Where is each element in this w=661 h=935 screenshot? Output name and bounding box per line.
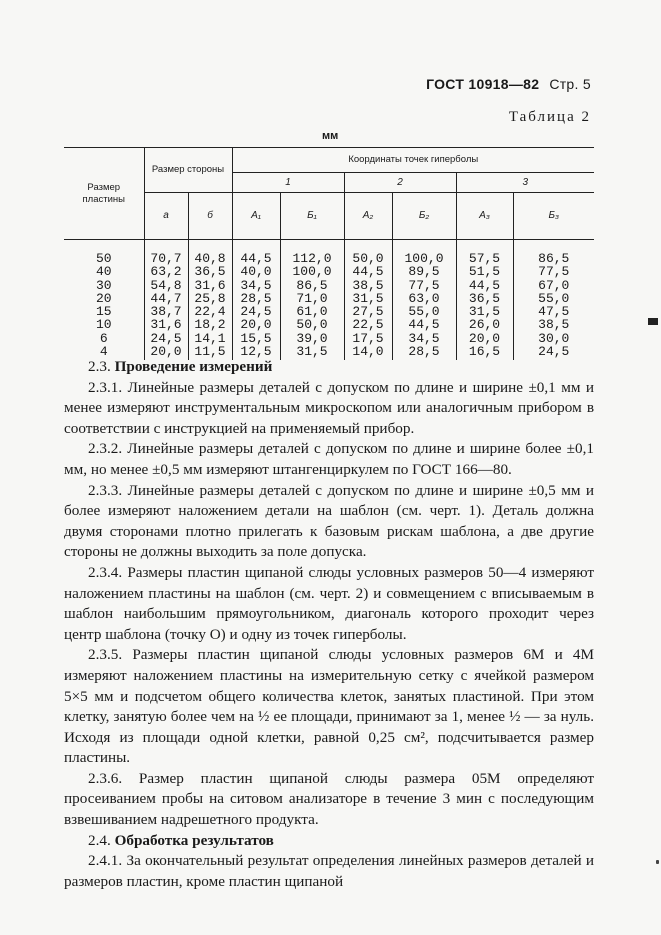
table-cell: 47,5 <box>513 305 594 318</box>
paragraph-2-3-2: 2.3.2. Линейные размеры деталей с допуском по длине и ширине более ±0,1 мм, но менее ±0,5 мм измеряют штангенциркулем по ГОСТ 166—80. <box>64 440 594 478</box>
table-row <box>64 305 594 318</box>
table-cell: 39,0 <box>280 332 344 345</box>
section-2-3-title: Проведение измерений <box>114 358 273 375</box>
table-cell: 30 <box>95 277 112 293</box>
table-cell: 86,5 <box>280 279 344 292</box>
section-2-4-number: 2.4. <box>88 831 111 849</box>
section-2-3-number: 2.3. <box>88 358 111 375</box>
table-cell: 55,0 <box>513 292 594 305</box>
table-cell: 15,5 <box>232 332 280 345</box>
header-group-3: 3 <box>456 173 594 193</box>
table-cell: 40,8 <box>188 252 232 265</box>
table-cell: 31,6 <box>188 279 232 292</box>
table-cell: 40,0 <box>232 265 280 278</box>
table-cell: 17,5 <box>344 332 392 345</box>
table-cell: 61,0 <box>280 305 344 318</box>
table-cell: 86,5 <box>513 252 594 265</box>
table-cell: 63,0 <box>392 292 456 305</box>
table-cell: 14,0 <box>344 345 392 358</box>
table-cell: 77,5 <box>392 279 456 292</box>
table-cell: 20 <box>95 290 112 306</box>
table-cell: 38,7 <box>144 305 188 318</box>
standard-number: ГОСТ 10918—82 <box>426 76 540 92</box>
table-cell: 34,5 <box>392 332 456 345</box>
table-cell: 31,5 <box>344 292 392 305</box>
table-row <box>64 265 594 278</box>
table-body <box>64 240 594 361</box>
header-col-a3: А₃ <box>456 193 513 240</box>
paragraph-2-3-3: 2.3.3. Линейные размеры деталей с допуском по длине и ширине ±0,5 мм и более измеряют наложением детали на шаблон (см. черт. 1). Деталь должна двумя сторонами плотно прилегать к базовым рискам шаблона, а две другие стороны не должны выходить за поле допуска. <box>64 481 594 561</box>
table-cell: 15 <box>95 304 112 320</box>
table-cell: 36,5 <box>456 292 513 305</box>
margin-mark <box>648 318 658 325</box>
table-cell: 71,0 <box>280 292 344 305</box>
table-cell: 26,0 <box>456 318 513 331</box>
table-cell: 51,5 <box>456 265 513 278</box>
table-cell: 31,5 <box>280 345 344 358</box>
table-cell: 89,5 <box>392 265 456 278</box>
table-cell: 67,0 <box>513 279 594 292</box>
table-cell: 10 <box>95 317 112 333</box>
table-cell: 16,5 <box>456 345 513 358</box>
table-cell: 24,5 <box>513 345 594 358</box>
table-row <box>64 332 594 345</box>
header-col-b1: Б₁ <box>280 193 344 240</box>
paragraph-2-3-4: 2.3.4. Размеры пластин щипаной слюды условных размеров 50—4 измеряют наложением пластины на шаблон (см. черт. 2) и совмещением с вписываемым в шаблон наибольшим прямоугольником, диагональ которого проходит через центр шаблона (точку О) и одну из точек гиперболы. <box>64 563 594 643</box>
document-body <box>64 357 594 892</box>
table-cell: 77,5 <box>513 265 594 278</box>
paragraph-2-3-6: 2.3.6. Размер пластин щипаной слюды размера 05М определяют просеиванием пробы на ситовом анализаторе в течение 3 мин с последующим взвешиванием надрешетного продукта. <box>64 769 594 829</box>
table-cell: 54,8 <box>144 279 188 292</box>
table-cell: 100,0 <box>280 265 344 278</box>
table-cell: 27,5 <box>344 305 392 318</box>
page-number: Стр. 5 <box>549 76 591 92</box>
table-cell: 57,5 <box>456 252 513 265</box>
table-cell: 4 <box>99 344 108 360</box>
table-row <box>64 318 594 331</box>
table-cell: 100,0 <box>392 252 456 265</box>
table-cell: 20,0 <box>456 332 513 345</box>
table-cell: 63,2 <box>144 265 188 278</box>
table-cell: 28,5 <box>232 292 280 305</box>
table-cell: 24,5 <box>144 332 188 345</box>
table-row <box>64 279 594 292</box>
table-row <box>64 252 594 265</box>
table-cell: 31,6 <box>144 318 188 331</box>
table-cell: 50,0 <box>344 252 392 265</box>
table-cell: 20,0 <box>232 318 280 331</box>
hyperbola-table <box>64 147 594 360</box>
header-col-b: б <box>188 193 232 240</box>
paragraph-2-3-5: 2.3.5. Размеры пластин щипаной слюды условных размеров 6М и 4М измеряют наложением пластины на измерительную сетку с ячейкой размером 5×5 мм и подсчетом общего количества клеток, занятых пластиной. При этом клетку, занятую более чем на ½ ее площади, принимают за 1, менее ½ — за нуль. Исходя из площади одной клетки, равной 0,25 см², подсчитывается размер пластины. <box>64 646 594 767</box>
table-cell: 38,5 <box>344 279 392 292</box>
table-cell: 44,5 <box>344 265 392 278</box>
header-group-1: 1 <box>232 173 344 193</box>
header-col-a: а <box>144 193 188 240</box>
header-size-side: Размер стороны <box>144 148 232 193</box>
table-cell: 11,5 <box>188 345 232 358</box>
table-cell: 25,8 <box>188 292 232 305</box>
table-cell: 34,5 <box>232 279 280 292</box>
header-coords: Координаты точек гиперболы <box>232 148 594 173</box>
section-2-4-title: Обработка результатов <box>114 831 274 849</box>
table-cell: 70,7 <box>144 252 188 265</box>
table-cell: 44,5 <box>392 318 456 331</box>
table-cell: 22,5 <box>344 318 392 331</box>
header-col-b3: Б₃ <box>513 193 594 240</box>
header-size-plate: Размер пластины <box>64 148 144 240</box>
header-col-a1: А₁ <box>232 193 280 240</box>
table-cell: 44,5 <box>232 252 280 265</box>
table-cell: 112,0 <box>280 252 344 265</box>
table-cell: 31,5 <box>456 305 513 318</box>
table-caption: Таблица 2 <box>508 109 591 125</box>
table-cell: 20,0 <box>144 345 188 358</box>
table-cell: 50 <box>95 251 112 266</box>
table-cell: 24,5 <box>232 305 280 318</box>
table-cell: 22,4 <box>188 305 232 318</box>
paragraph-2-3-1: 2.3.1. Линейные размеры деталей с допуском по длине и ширине ±0,1 мм и менее измеряют инструментальным микроскопом или аналогичным прибором в соответствии с инструкцией на применяемый прибор. <box>64 378 594 437</box>
table-cell: 55,0 <box>392 305 456 318</box>
table-cell: 50,0 <box>280 318 344 331</box>
section-2-4-heading <box>64 831 594 852</box>
table-cell: 18,2 <box>188 318 232 331</box>
page-header <box>426 76 591 92</box>
paragraph-2-4-1: 2.4.1. За окончательный результат определения линейных размеров деталей и размеров пластин, кроме пластин щипаной <box>64 852 594 890</box>
table-cell: 44,5 <box>456 279 513 292</box>
margin-dot <box>656 860 659 864</box>
table-cell: 28,5 <box>392 345 456 358</box>
table-units: мм <box>322 130 339 142</box>
table-cell: 40 <box>95 264 112 280</box>
table-cell: 6 <box>99 330 108 346</box>
table-cell: 44,7 <box>144 292 188 305</box>
section-2-3-heading <box>64 357 594 378</box>
table-row <box>64 292 594 305</box>
header-col-a2: А₂ <box>344 193 392 240</box>
table-cell: 14,1 <box>188 332 232 345</box>
table-cell: 30,0 <box>513 332 594 345</box>
table-cell: 12,5 <box>232 345 280 358</box>
header-group-2: 2 <box>344 173 456 193</box>
header-col-b2: Б₂ <box>392 193 456 240</box>
table-cell: 36,5 <box>188 265 232 278</box>
table-cell: 38,5 <box>513 318 594 331</box>
